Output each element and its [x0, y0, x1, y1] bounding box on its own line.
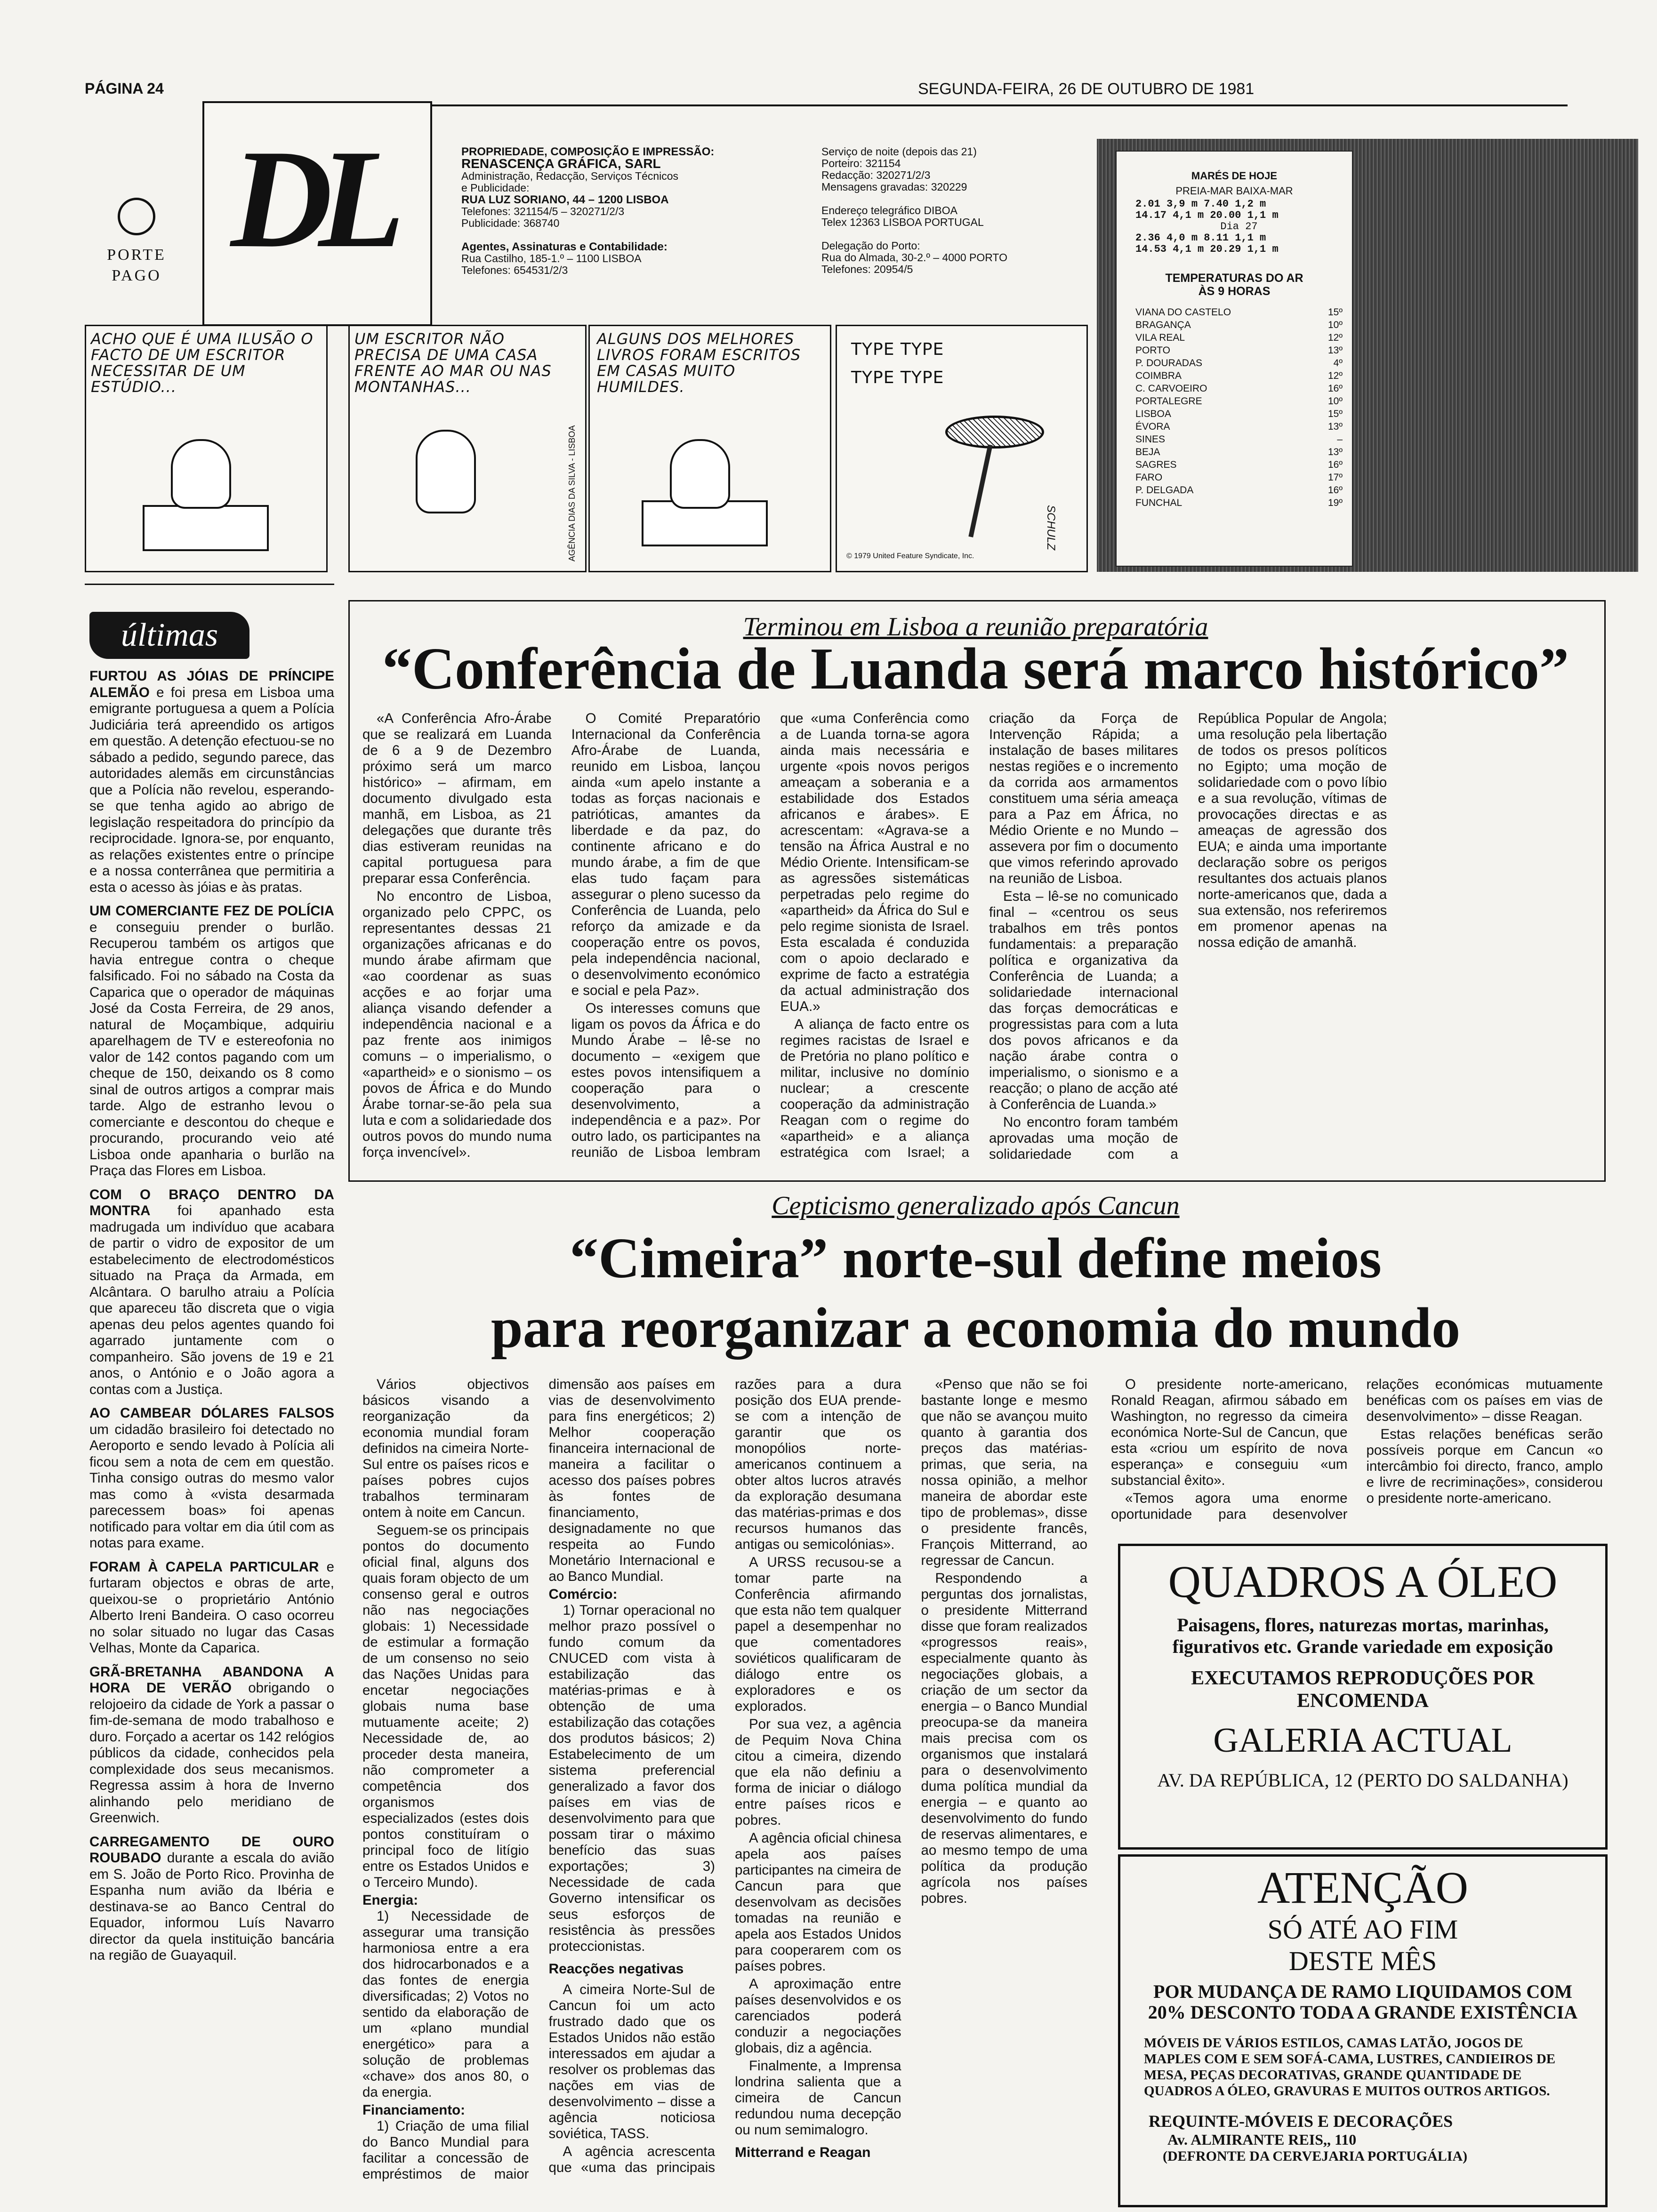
- tides-title: MARÉS DE HOJE: [1191, 170, 1278, 182]
- article-2-label: Financiamento:: [362, 2102, 465, 2118]
- article-2-paragraph: Respondendo a perguntas dos jornalistas, o presidente Mitterrand disse que foram realizados «progressos reais», especialmente quanto às negociações globais, a criação de um sector da energia – o Banco Mundial preocupa-se da maneira mais precisa com os organismos que instalará para o desenvolvimento duma política mundial da energia – e quanto ao desenvolvimento do fundo de reservas alimentares, e ao mesmo tempo de uma política da produção agrícola nos países pobres.: [921, 1571, 1087, 1906]
- article-1-paragraph: No encontro de Lisboa, organizado pelo CPPC, os representantes dessas 21 organizações africanas e do mundo árabe afirmam que «ao coordenar as suas acções e ao forjar uma aliança visando defender a independência nacional e a paz frente aos inimigos comuns – o imperialismo, o «apartheid» e o sionismo – os povos de África e do Mundo Árabe tornar-se-ão pela sua luta e com a solidariedade dos outros povos do mundo numa força invencível».: [362, 889, 552, 1160]
- article-2-paragraph: A URSS recusou-se a tomar parte na Conferência afirmando que esta não tem qualquer papel a desempenhar no que comentadores soviéticos qualificaram de diálogo entre os exploradores e os explorados.: [735, 1555, 901, 1714]
- ultimas-column: [89, 668, 334, 1972]
- comic-panel-2: [348, 325, 587, 572]
- article-2-paragraph: A aproximação entre países desenvolvidos e os carenciados poderá conduzir a negociações globais, diz a agência.: [735, 1976, 901, 2056]
- ad-atencao: [1118, 1854, 1608, 2207]
- ultimas-item: FORAM À CAPELA PARTICULAR e furtaram objectos e obras de arte, queixou-se o proprietário António Alberto Ireni Bandeira. O caso ocorreu no solar situado no lugar das Casas Velhas, Monte da Caparica.: [89, 1559, 334, 1656]
- comic-copyright: © 1979 United Feature Syndicate, Inc.: [846, 552, 974, 560]
- temp-row: LISBOA 15º: [1135, 409, 1343, 419]
- tide-row: 2.36 4,0 m 8.11 1,1 m: [1135, 232, 1266, 244]
- temp-row: BEJA 13º: [1135, 447, 1343, 457]
- article-2-paragraph: Por sua vez, a agência de Pequim Nova China citou a cimeira, dizendo que ela não definiu a forma de iniciar o diálogo entre países ricos e pobres.: [735, 1716, 901, 1828]
- article-2-body: [362, 1377, 1087, 2186]
- ad-atencao-title: ATENÇÃO: [1257, 1862, 1468, 1913]
- article-2-paragraph: 1) Tornar operacional no melhor prazo possível o fundo comum da CNUCED com vista à estabilização das matérias-primas e à obtenção de uma estabilização das cotações dos produtos básicos; 2) Estabelecimento de um sistema preferencial generalizado a favor dos países em vias de desenvolvimento para que possam tirar o máximo benefício das suas exportações; 3) Necessidade de cada Governo intensificar os seus esforços de resistência às pressões proteccionistas.: [548, 1603, 715, 1954]
- ad-quadros-name: GALERIA ACTUAL: [1213, 1721, 1512, 1760]
- ultimas-item: COM O BRAÇO DENTRO DA MONTRA foi apanhado esta madrugada um indivíduo que acabara de partir o vidro de expositor de um estabelecimento de electrodomésticos situado na Praça da Armada, em Alcântara. O barulho atraiu a Polícia que apareceu tão discreta que o vigia apenas deu pelos agentes quando foi agarrado juntamente com o companheiro. São jovens de 19 e 21 anos, o António e o João agora a contas com a Justiça.: [89, 1186, 334, 1397]
- article-2-paragraph: Estas relações benéficas serão possíveis porque em Cancun «o intercâmbio foi directo, franco, amplo e livre de recriminações», considerou o presidente norte-americano.: [1366, 1427, 1603, 1506]
- ad-atencao-line1: SÓ ATÉ AO FIM: [1267, 1914, 1458, 1945]
- temp-row: P. DELGADA 16º: [1135, 485, 1343, 496]
- article-1-paragraph: Os interesses comuns que ligam os povos da África e do Mundo Árabe – lê-se no documento – «exigem que estes povos intensifiquem a cooperação para o desenvolvimento, a independência e a paz». Por outro lado, os participantes na reunião de Lisboa lembram que «uma Conferência como a de Luanda torna-se agora ainda mais necessária e urgente «pois novos perigos ameaçam a soberania e a estabilidade dos Estados africanos e árabes». E acrescentam: «Agrava-se a tensão na África Austral e no Médio Oriente. Intensificam-se as agressões sistemáticas perpetradas pelo regime do «apartheid» da África do Sul e pelo regime sionista de Israel. Esta escalada é conduzida com o apoio declarado e exprime de facto a estratégia da actual administração dos EUA.»: [571, 711, 969, 1160]
- ultimas-item: CARREGAMENTO DE OURO ROUBADO durante a escala do avião em S. João de Porto Rico. Provinha de Espanha num avião da Ibéria e destinava-se ao Banco Central do Equador, informou Luís Navarro director da quela instituição bancária na região de Guayaquil.: [89, 1834, 334, 1963]
- comic-signature: SCHULZ: [1045, 505, 1057, 551]
- temp-row: FARO 17º: [1135, 472, 1343, 483]
- temp-row: C. CARVOEIRO 16º: [1135, 383, 1343, 394]
- comic-text-4: TYPE TYPE TYPE TYPE: [851, 340, 944, 387]
- tides-box: [1116, 151, 1353, 567]
- article-2-paragraph: A agência acrescenta que «uma das principais razões para a dura posição dos EUA prende-se com a intenção de garantir que os monopólios norte-americanos continuem a obter altos lucros através da exploração desumana das matérias-primas e dos recursos humanos das antigas ou semicolónias».: [548, 1377, 901, 2175]
- ad-atencao-line2: DESTE MÊS: [1288, 1946, 1437, 1976]
- newspaper-logo: DL: [231, 120, 391, 277]
- temp-row: BRAGANÇA 10º: [1135, 320, 1343, 330]
- temp-row: SINES –: [1135, 434, 1343, 445]
- article-2-paragraph: Finalmente, a Imprensa londrina salienta que a cimeira de Cancun redundou numa decepção ou num semimalogro.: [735, 2058, 901, 2138]
- comic-side-credit: AGÊNCIA DIAS DA SILVA - LISBOA: [567, 425, 577, 561]
- ad-quadros: [1118, 1544, 1608, 1850]
- temp-row: SAGRES 16º: [1135, 459, 1343, 470]
- article-1-paragraph: «A Conferência Afro-Árabe que se realizará em Luanda de 6 a 9 de Dezembro próximo será um marco histórico» – afirmam, em documento divulgado esta manhã, em Lisboa, as 21 delegações que durante três dias estiveram reunidas na capital portuguesa para preparar essa Conferência.: [362, 711, 552, 886]
- temp-row: PORTALEGRE 10º: [1135, 396, 1343, 407]
- porte-pago: PORTE PAGO: [107, 246, 166, 284]
- article-2-paragraph: 1) Criação de uma filial do Banco Mundial para facilitar a concessão de empréstimos de maior dimensão aos países em vias de desenvolvimento para fins energéticos; 2) Melhor cooperação financeira internacional de maneira a facilitar o acesso dos países pobres às fontes de financiamento, designadamente no que respeita ao Fundo Monetário Internacional e ao Banco Mundial.: [362, 1377, 715, 2182]
- imprint-left: PROPRIEDADE, COMPOSIÇÃO E IMPRESSÃO: RENASCENÇA GRÁFICA, SARL Administração, Redacção, Serviços Técnicos e Publicidade: RUA LUZ SORIANO, 44 – 1200 LISBOA Telefones: 321154/5 – 320271/2/3 Publicidade: 368740 Agentes, Assinaturas e Contabilidade: Rua Castilho, 185-1.º – 1100 LISBOA Telefones: 654531/2/3: [461, 145, 715, 276]
- article-1-paragraph: No encontro foram também aprovadas uma moção de solidariedade com a República Popular de Angola; uma resolução pela libertação de todos os presos políticos no Egipto; uma moção de solidariedade com o povo líbio e a sua revolução, vítimas de provocações directas e as ameaças de agressão dos EUA; e ainda uma importante declaração sobre os perigos resultantes dos actuais planos norte-americanos que, dada a sua extensão, nos referiremos em promenor apenas na nossa edição de amanhã.: [989, 711, 1387, 1162]
- crest-icon: [118, 198, 155, 235]
- comic-panel-4: [836, 325, 1088, 572]
- article-2-subhead: Reacções negativas: [548, 1961, 684, 1977]
- comic-panel-1: [85, 325, 328, 572]
- comic-text-1: ACHO QUE É UMA ILUSÃO O FACTO DE UM ESCRITOR NECESSITAR DE UM ESTÚDIO...: [91, 330, 314, 396]
- article-2-paragraph: «Temos agora uma enorme oportunidade para desenvolver relações económicas mutuamente benéficas com os países em vias de desenvolvimento» – disse Reagan.: [1111, 1377, 1603, 1522]
- ad-atencao-line4: MÓVEIS DE VÁRIOS ESTILOS, CAMAS LATÃO, JOGOS DE MAPLES COM E SEM SOFÁ-CAMA, LUSTRES, CANDIEIROS DE MESA, PEÇAS DECORATIVAS, GRANDE QUANTIDADE DE QUADROS A ÓLEO, GRAVURAS E MUITOS OUTROS ARTIGOS.: [1144, 2036, 1556, 2099]
- imprint-right: Serviço de noite (depois das 21) Porteiro: 321154 Redacção: 320271/2/3 Mensagens gravadas: 320229 Endereço telegráfico DIBOA Telex 12363 LISBOA PORTUGAL Delegação do Porto: Rua do Almada, 30-2.º – 4000 PORTO Telefones: 20954/5: [821, 145, 1007, 275]
- article-2-paragraph: 1) Necessidade de assegurar uma transição harmoniosa entre a era dos hidrocarbonados e a das fontes de energia diversificadas; 2) Votos no sentido da elaboração de um «plano mundial energético» para a solução de problemas «chave» dos anos 80, o da energia.: [362, 1908, 529, 2100]
- tide-row: 14.53 4,1 m 20.29 1,1 m: [1135, 243, 1279, 255]
- comic-text-2: UM ESCRITOR NÃO PRECISA DE UMA CASA FRENTE AO MAR OU NAS MONTANHAS...: [354, 330, 552, 396]
- comic-panel-3: [588, 325, 831, 572]
- tide-row: Dia 27: [1220, 221, 1258, 232]
- article-2-paragraph: O presidente norte-americano, Ronald Reagan, afirmou sábado em Washington, no regresso da cimeira económica Norte-Sul de Cancun, que esta «criou um espírito de nova esperança» e conseguiu «um substancial êxito».: [1111, 1377, 1348, 1488]
- ad-atencao-name: REQUINTE-MÓVEIS E DECORAÇÕES: [1149, 2112, 1453, 2131]
- article-1-body: [362, 711, 1596, 1172]
- ultimas-item: UM COMERCIANTE FEZ DE POLÍCIA e conseguiu prender o burlão. Recuperou também os artigos que havia entregue contra o cheque falsificado. Foi no sábado na Costa da Caparica que o operador de máquinas José da Costa Ferreira, de 29 anos, natural de Moçambique, adquiriu aparelhagem de TV e estereofonia no valor de 142 contos pagando com um cheque de 150, deixando os 8 como sinal de outros artigos a comprar mais tarde. Algo de estranho levou o comerciante e descontou do cheque e procurando, procurando veio até Lisboa onde apanharia o burlão na Praça das Flores em Lisboa.: [89, 903, 334, 1178]
- ad-quadros-line1: Paisagens, flores, naturezas mortas, marinhas, figurativos etc. Grande variedade em exposição: [1172, 1614, 1553, 1657]
- ultimas-item: FURTOU AS JÓIAS DE PRÍNCIPE ALEMÃO e foi presa em Lisboa uma emigrante portuguesa a quem a Polícia Judiciária terá apreendido os artigos em questão. A detenção efectuou-se no sábado a pedido, segundo parece, das autoridades alemãs em circunstâncias que a Polícia não revelou, esperando-se que tenha agido ao abrigo de legislação respeitadora do princípio da reciprocidade. Ignora-se, por enquanto, as relações existentes entre o príncipe e a nossa conterrânea que permitiria a esta o acesso às jóias e às pratas.: [89, 668, 334, 895]
- article-2-subhead: Mitterrand e Reagan: [735, 2145, 871, 2160]
- article-2-paragraph: A cimeira Norte-Sul de Cancun foi um acto frustrado dado que os Estados Unidos não estão interessados em ajudar a resolver os problemas das nações em vias de desenvolvimento – disse a agência noticiosa soviética, TASS.: [548, 1982, 715, 2141]
- temp-row: VIANA DO CASTELO 15º: [1135, 307, 1343, 318]
- article-2-label: Comércio:: [548, 1587, 618, 1602]
- article-2-headline: “Cimeira” norte-sul define meios para reorganizar a economia do mundo: [491, 1226, 1461, 1360]
- ad-atencao-address: Av. ALMIRANTE REIS,, 110: [1167, 2131, 1357, 2148]
- page-number: PÁGINA 24: [85, 80, 164, 97]
- article-1-headline: “Conferência de Luanda será marco histórico”: [382, 636, 1569, 702]
- tides-subtitle: PREIA-MAR BAIXA-MAR: [1175, 185, 1293, 197]
- ultimas-logo: últimas: [89, 612, 249, 659]
- ad-quadros-address: AV. DA REPÚBLICA, 12 (PERTO DO SALDANHA): [1157, 1770, 1569, 1791]
- temp-row: COIMBRA 12º: [1135, 370, 1343, 381]
- article-2-paragraph: A agência oficial chinesa apela aos países participantes na cimeira de Cancun para que desenvolvam as decisões tomadas na reunião e apela aos Estados Unidos para cooperarem com os países pobres.: [735, 1830, 901, 1974]
- ad-atencao-note: (DEFRONTE DA CERVEJARIA PORTUGÁLIA): [1163, 2148, 1468, 2164]
- article-2-paragraph: Seguem-se os principais pontos do documento oficial final, alguns dos quais foram objecto de um consenso geral e outros não nas negociações globais: 1) Necessidade de estimular a formação de um consenso no seio das Nações Unidas para encetar negociações globais numa base mutuamente aceite; 2) Necessidade de, ao proceder desta maneira, não comprometer a competência dos organismos especializados (estes dois pontos constituíram o principal foco de litígio entre os Estados Unidos e o Terceiro Mundo).: [362, 1523, 529, 1890]
- tide-row: 2.01 3,9 m 7.40 1,2 m: [1135, 198, 1266, 210]
- ad-atencao-line3: POR MUDANÇA DE RAMO LIQUIDAMOS COM 20% DESCONTO TODA A GRANDE EXISTÊNCIA: [1148, 1981, 1578, 2023]
- ultimas-rule: [85, 584, 334, 585]
- article-1-paragraph: A aliança de facto entre os regimes racistas de Israel e de Pretória no plano político e militar, inclusive no domínio nuclear; a crescente cooperação da administração Reagan com o regime do «apartheid» e a aliança estratégica com Israel; a criação da Força de Intervenção Rápida; a instalação de bases militares nestas regiões e o incremento da corrida aos armamentos constituem uma séria ameaça para a Paz em África, no Médio Oriente e no Mundo – assevera por fim o documento que vimos referindo aprovado na reunião de Lisboa.: [780, 711, 1178, 1160]
- ultimas-item: AO CAMBEAR DÓLARES FALSOS um cidadão brasileiro foi detectado no Aeroporto e sendo levado à Polícia ali ficou sem a nota de cem em questão. Tinha consigo outras do mesmo valor mas como à «vista desarmada parecessem boas» foi apenas notificado para voltar em dia útil com as notas para exame.: [89, 1405, 334, 1551]
- comic-text-3: ALGUNS DOS MELHORES LIVROS FORAM ESCRITOS EM CASAS MUITO HUMILDES.: [597, 330, 801, 396]
- ad-quadros-line2: EXECUTAMOS REPRODUÇÕES POR ENCOMENDA: [1191, 1667, 1535, 1712]
- article-1-paragraph: O Comité Preparatório Internacional da Conferência Afro-Árabe de Luanda, reunido em Lisboa, lançou ainda «um apelo instante a todas as forças nacionais e patrióticas, amantes da liberdade e da paz, do continente africano e do mundo árabe, a fim de que elas tudo façam para assegurar o pleno sucesso da Conferência de Luanda, pelo reforço da amizade e da cooperação entre os povos, pela independência nacional, o desenvolvimento económico e social e pela Paz».: [571, 711, 761, 998]
- article-1-kicker: Terminou em Lisboa a reunião preparatória: [743, 612, 1208, 641]
- article-2-label: Energia:: [362, 1892, 418, 1908]
- temp-row: VILA REAL 12º: [1135, 332, 1343, 343]
- ultimas-item: GRÃ-BRETANHA ABANDONA A HORA DE VERÃO obrigando o relojoeiro da cidade de York a passar o fim-de-semana de modo trabalhoso e duro. Forçado a acertar os 142 relógios públicos da cidade, conhecidos pela complexidade dos seus mecanismos. Regressa assim à hora de Inverno alinhando pelo meridiano de Greenwich.: [89, 1664, 334, 1826]
- temp-row: PORTO 13º: [1135, 345, 1343, 356]
- article-2-kicker: Cepticismo generalizado após Cancun: [772, 1191, 1180, 1220]
- article-2-paragraph: Vários objectivos básicos visando a reorganização da economia mundial foram definidos na cimeira Norte-Sul entre os países ricos e países pobres cujos trabalhos terminaram ontem à noite em Cancun.: [362, 1377, 529, 1520]
- temp-row: ÉVORA 13º: [1135, 421, 1343, 432]
- date-line: SEGUNDA-FEIRA, 26 DE OUTUBRO DE 1981: [918, 80, 1255, 98]
- ad-quadros-title: QUADROS A ÓLEO: [1168, 1556, 1558, 1607]
- temp-row: P. DOURADAS 4º: [1135, 358, 1343, 369]
- temps-title: TEMPERATURAS DO AR ÀS 9 HORAS: [1165, 272, 1303, 298]
- article-2-body-right: [1111, 1377, 1603, 1527]
- header-rule: [428, 104, 1568, 106]
- article-1-paragraph: Esta – lê-se no comunicado final – «centrou os seus trabalhos em três pontos fundamentais: a preparação política e organizativa da Conferência de Luanda; a solidariedade internacional das forças democráticas e progressistas para com a luta dos povos africanos e da nação árabe contra o imperialismo, o sionismo e a reacção; o plano de acção até à Conferência de Luanda.»: [989, 889, 1178, 1112]
- tide-row: 14.17 4,1 m 20.00 1,1 m: [1135, 209, 1279, 221]
- article-2-paragraph: «Penso que não se foi bastante longe e mesmo que não se avançou muito quanto à garantia dos preços das matérias-primas, que seria, na nossa opinião, a melhor maneira de abordar este tipo de problemas», disse o presidente francês, François Mitterrand, ao regressar de Cancun.: [921, 1377, 1087, 1568]
- temp-row: FUNCHAL 19º: [1135, 497, 1343, 508]
